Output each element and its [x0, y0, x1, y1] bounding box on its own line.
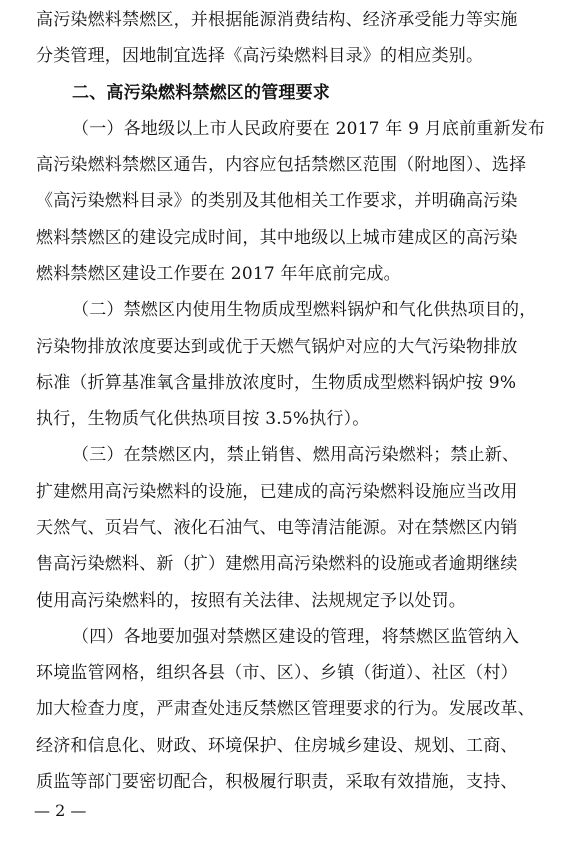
body-line: 环境监管网格，组织各县（市、区）、乡镇（街道）、社区（村） [36, 663, 518, 683]
body-line: 污染物排放浓度要达到或优于天燃气锅炉对应的大气污染物排放 [36, 337, 518, 357]
page-number: — 2 — [34, 801, 87, 820]
paragraph-first-line: （三）在禁燃区内，禁止销售、燃用高污染燃料；禁止新、 [72, 445, 520, 465]
body-line: 天然气、页岩气、液化石油气、电等清洁能源。对在禁燃区内销 [36, 518, 518, 538]
paragraph-first-line: （一）各地级以上市人民政府要在 2017 年 9 月底前重新发布 [72, 119, 546, 139]
body-line: 加大检查力度，严肃查处违反禁燃区管理要求的行为。发展改革、 [36, 699, 535, 719]
section-heading: 二、高污染燃料禁燃区的管理要求 [72, 83, 330, 103]
paragraph-first-line: （二）禁燃区内使用生物质成型燃料锅炉和气化供热项目的， [72, 300, 537, 320]
body-line: 执行，生物质气化供热项目按 3.5%执行）。 [36, 409, 370, 429]
body-line: 高污染燃料禁燃区通告，内容应包括禁燃区范围（附地图）、选择 [36, 155, 527, 175]
body-line: 《高污染燃料目录》的类别及其他相关工作要求，并明确高污染 [36, 191, 518, 211]
body-line: 扩建燃用高污染燃料的设施，已建成的高污染燃料设施应当改用 [36, 482, 518, 502]
body-line: 燃料禁燃区建设工作要在 2017 年年底前完成。 [36, 264, 401, 284]
body-line: 使用高污染燃料的，按照有关法律、法规规定予以处罚。 [36, 591, 466, 611]
body-line: 高污染燃料禁燃区，并根据能源消费结构、经济承受能力等实施 [36, 10, 518, 30]
body-line: 标准（折算基准氧含量排放浓度时，生物质成型燃料锅炉按 9% [36, 373, 517, 393]
paragraph-first-line: （四）各地要加强对禁燃区建设的管理，将禁燃区监管纳入 [72, 627, 520, 647]
body-line: 质监等部门要密切配合，积极履行职责，采取有效措施，支持、 [36, 772, 518, 792]
body-line: 经济和信息化、财政、环境保护、住房城乡建设、规划、工商、 [36, 736, 518, 756]
body-line: 分类管理，因地制宜选择《高污染燃料目录》的相应类别。 [36, 46, 484, 66]
body-line: 燃料禁燃区的建设完成时间，其中地级以上城市建成区的高污染 [36, 228, 518, 248]
body-line: 售高污染燃料、新（扩）建燃用高污染燃料的设施或者逾期继续 [36, 554, 518, 574]
